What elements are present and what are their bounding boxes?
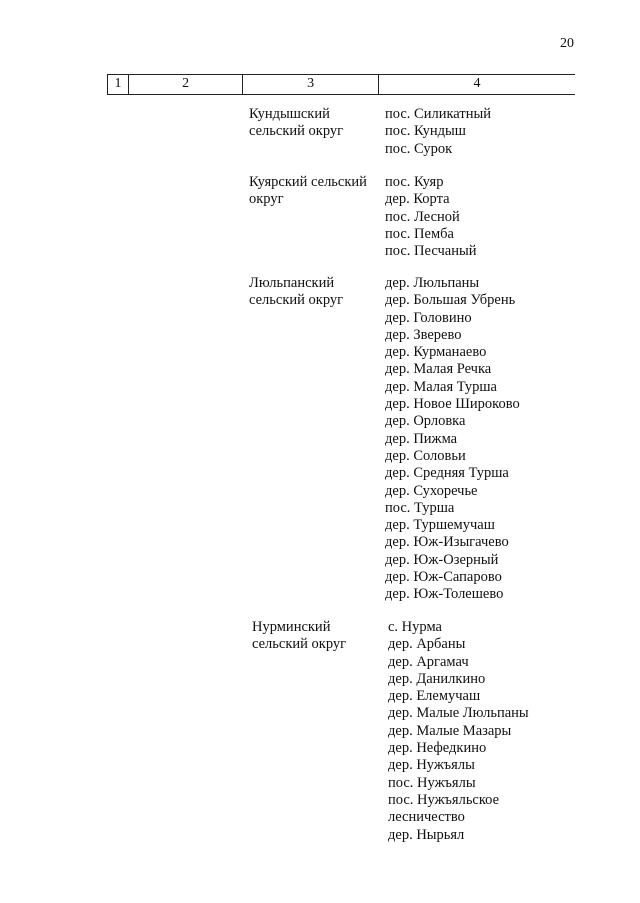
list-item: пос. Сурок bbox=[385, 140, 453, 157]
list-item: дер. Нефедкино bbox=[388, 740, 487, 757]
list-item: дер. Туршемучаш bbox=[385, 517, 495, 534]
list-item: пос. Турша bbox=[385, 499, 455, 516]
list-item: дер. Юж-Толешево bbox=[385, 586, 504, 603]
list-item: дер. Елемучаш bbox=[388, 688, 481, 705]
list-item: дер. Малые Мазары bbox=[388, 722, 512, 739]
list-item: дер. Сухоречье bbox=[385, 482, 478, 499]
district-name bbox=[249, 174, 389, 209]
settlement-list bbox=[388, 619, 529, 844]
list-item: лесничество bbox=[388, 809, 465, 826]
district-line: Куярский сельский bbox=[249, 174, 367, 190]
list-item: дер. Корта bbox=[385, 191, 450, 208]
settlement-list bbox=[385, 275, 520, 604]
list-item: с. Нурма bbox=[388, 619, 442, 635]
list-item: дер. Средняя Турша bbox=[385, 465, 509, 482]
list-item: пос. Куяр bbox=[385, 174, 444, 190]
settlement-list bbox=[385, 106, 491, 158]
district-line: сельский округ bbox=[249, 292, 344, 309]
list-item: пос. Песчаный bbox=[385, 243, 477, 260]
list-item: дер. Арбаны bbox=[388, 636, 466, 653]
list-item: дер. Люльпаны bbox=[385, 275, 480, 291]
list-item: дер. Новое Широково bbox=[385, 396, 520, 413]
list-item: дер. Курманаево bbox=[385, 344, 487, 361]
column-header-3: 3 bbox=[242, 75, 377, 94]
district-line: сельский округ bbox=[252, 636, 347, 653]
list-item: дер. Малая Турша bbox=[385, 378, 497, 395]
list-item: пос. Лесной bbox=[385, 208, 460, 225]
column-header-4: 4 bbox=[378, 75, 575, 94]
list-item: пос. Кундыш bbox=[385, 123, 466, 140]
list-item: дер. Малая Речка bbox=[385, 361, 492, 378]
district-name bbox=[249, 275, 384, 310]
list-item: дер. Головино bbox=[385, 309, 472, 326]
list-item: дер. Пижма bbox=[385, 430, 458, 447]
list-item: дер. Соловьи bbox=[385, 447, 466, 464]
column-header-2: 2 bbox=[128, 75, 243, 94]
list-item: пос. Пемба bbox=[385, 225, 454, 242]
page-number: 20 bbox=[560, 36, 574, 51]
district-line: округ bbox=[249, 191, 284, 208]
list-item: пос. Нужъяльское bbox=[388, 791, 500, 808]
list-item: дер. Малые Люльпаны bbox=[388, 705, 529, 722]
district-name bbox=[252, 619, 387, 654]
district-line: Нурминский bbox=[252, 619, 331, 635]
list-item: дер. Зверево bbox=[385, 326, 462, 343]
list-item: дер. Нужъялы bbox=[388, 757, 475, 774]
district-line: Кундышский bbox=[249, 106, 330, 122]
list-item: дер. Большая Убрень bbox=[385, 292, 516, 309]
list-item: пос. Силикатный bbox=[385, 106, 491, 122]
list-item: дер. Аргамач bbox=[388, 653, 469, 670]
list-item: дер. Орловка bbox=[385, 413, 466, 430]
district-line: Люльпанский bbox=[249, 275, 335, 291]
list-item: дер. Юж-Сапарово bbox=[385, 569, 502, 586]
column-header-1: 1 bbox=[107, 75, 128, 94]
list-item: дер. Юж-Изыгачево bbox=[385, 534, 509, 551]
district-line: сельский округ bbox=[249, 123, 344, 140]
district-name bbox=[249, 106, 384, 141]
list-item: дер. Нырьял bbox=[388, 826, 465, 843]
settlement-list bbox=[385, 174, 476, 260]
list-item: дер. Данилкино bbox=[388, 670, 486, 687]
list-item: пос. Нужъялы bbox=[388, 774, 476, 791]
list-item: дер. Юж-Озерный bbox=[385, 551, 499, 568]
table-header bbox=[107, 74, 575, 95]
